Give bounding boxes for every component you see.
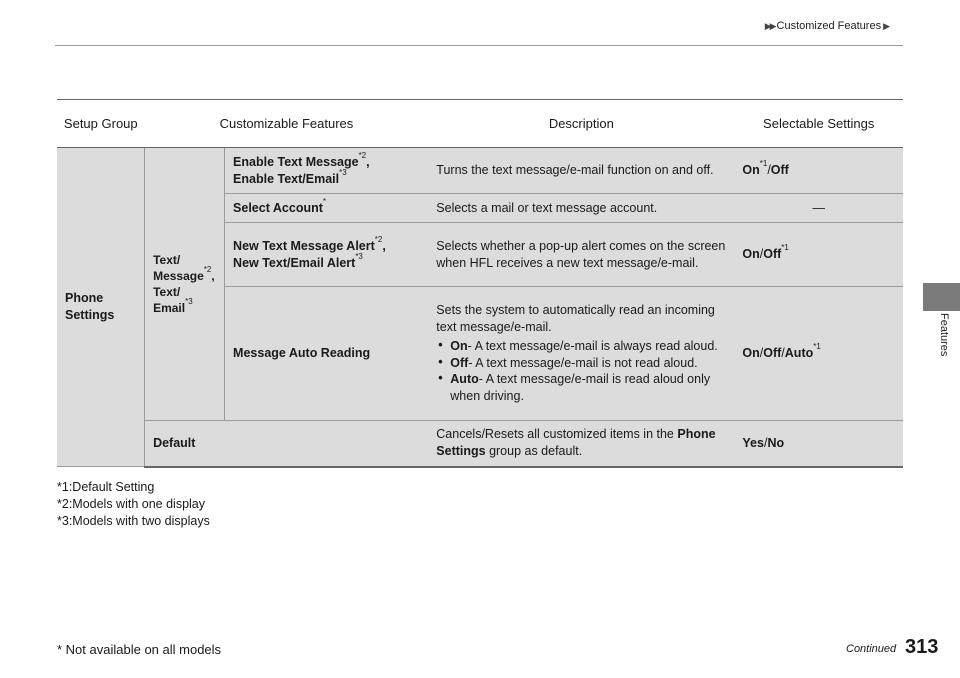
feature-auto-reading: Message Auto Reading — [225, 287, 429, 421]
description-default: Cancels/Resets all customized items in the Phone Settings group as default. — [428, 421, 734, 467]
header-setup-group: Setup Group — [57, 100, 145, 148]
setting-auto-reading: On/Off/Auto$^{*1}$ — [734, 287, 903, 421]
setting-default: Yes/No — [734, 421, 903, 467]
footnote-1: *1:Default Setting — [57, 480, 155, 494]
continued-label: Continued — [846, 643, 897, 655]
footnotes — [57, 479, 210, 530]
description-select-account: Selects a mail or text message account. — [428, 194, 734, 223]
description-new-alert: Selects whether a pop-up alert comes on the screen when HFL receives a new text message/e-mail. — [428, 223, 734, 287]
header-description: Description — [428, 100, 734, 148]
double-arrow-icon: ▶▶ — [764, 20, 775, 31]
section-tab-marker — [923, 283, 960, 311]
sub-group-cell: Text/ Message$^{*2}$, Text/ Email$^{*3}$ — [145, 148, 225, 421]
section-tab-label: Features — [938, 313, 950, 357]
list-item: • On- A text message/e-mail is always read aloud. — [436, 338, 726, 355]
list-item: • Off- A text message/e-mail is not read aloud. — [436, 355, 726, 372]
footnote-2: *2:Models with one display — [57, 496, 205, 511]
feature-select-account: Select Account* — [225, 194, 429, 223]
setting-select-account: — — [734, 194, 903, 223]
table-row — [57, 148, 903, 194]
header-customizable-features: Customizable Features — [145, 100, 429, 148]
table-row — [57, 421, 903, 467]
header-selectable-settings: Selectable Settings — [734, 100, 903, 148]
feature-default: Default — [145, 421, 429, 467]
list-item: • Auto- A text message/e-mail is read aloud only when driving. — [436, 371, 726, 405]
feature-enable-text: Enable Text Message$^{*2}$, Enable Text/Email$^{*3}$ — [225, 148, 429, 194]
auto-reading-options-list — [436, 338, 726, 406]
availability-note: * Not available on all models — [57, 642, 222, 657]
setup-group-cell — [57, 148, 145, 467]
arrow-icon: ▶ — [883, 20, 888, 31]
header-divider — [55, 45, 903, 46]
description-enable-text: Turns the text message/e-mail function on and off. — [428, 148, 734, 194]
setting-enable-text: On$^{*1}$/Off — [734, 148, 903, 194]
customized-features-table — [57, 99, 903, 468]
page-number: 313 — [905, 636, 939, 658]
description-auto-reading: Sets the system to automatically read an incoming text message/e-mail. • On- A text message/e-mail is always read aloud. • Off- A text message/e-mail is not read aloud. • Auto- A text message/e-mail is read aloud only when driving. — [428, 287, 734, 421]
breadcrumb-label[interactable]: Customized Features — [776, 20, 882, 32]
feature-new-alert: New Text Message Alert$^{*2}$, New Text/Email Alert$^{*3}$ — [225, 223, 429, 287]
breadcrumb — [765, 20, 888, 32]
setup-group-name: Phone Settings — [65, 291, 115, 322]
table-header-row — [57, 100, 903, 148]
setting-new-alert: On/Off$^{*1}$ — [734, 223, 903, 287]
footnote-3: *3:Models with two displays — [57, 513, 210, 528]
